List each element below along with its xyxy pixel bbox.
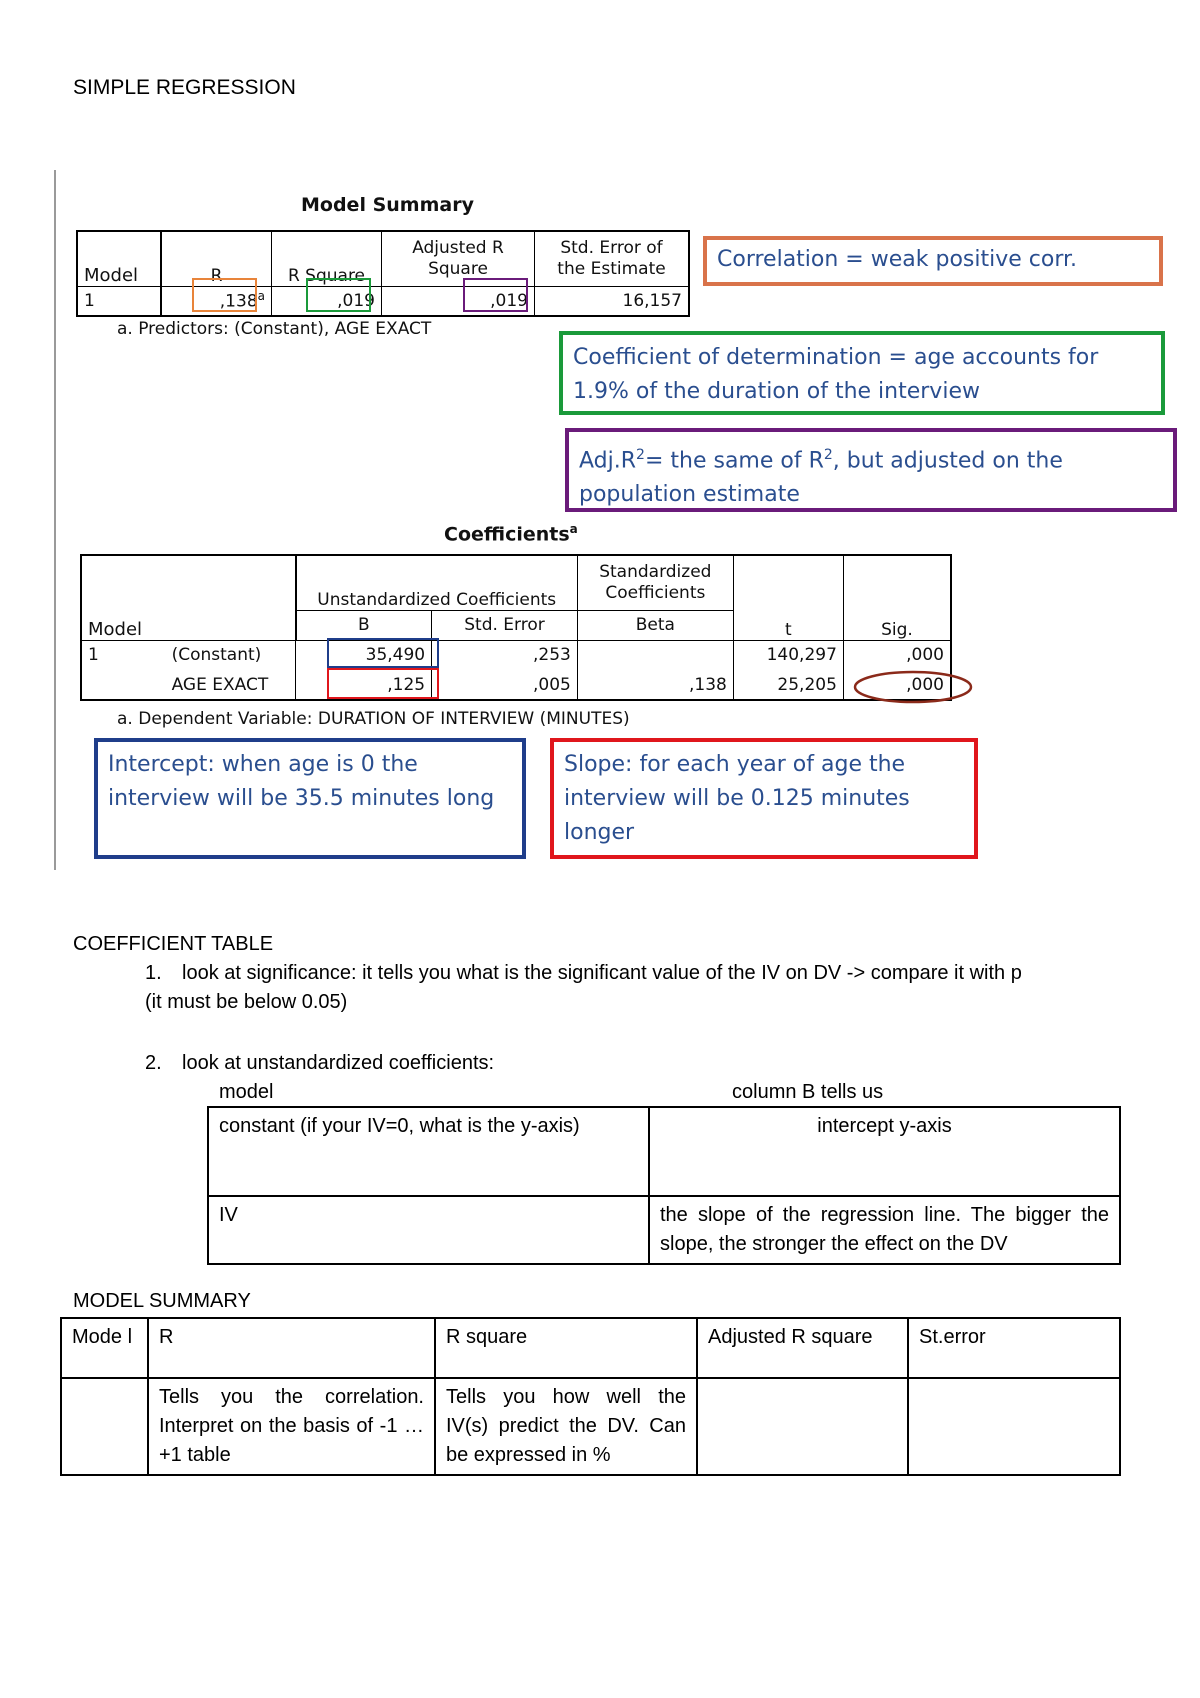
- model-summary-title: Model Summary: [301, 194, 474, 216]
- coef-row1-beta: [577, 640, 733, 670]
- coef-header-standardized-line1: Standardized: [599, 561, 712, 582]
- coefficient-explanation-table: [207, 1106, 1121, 1265]
- coef-row2-beta: ,138: [577, 670, 733, 700]
- model-summary-explanation-table: [60, 1317, 1121, 1476]
- coef-row2-b: ,125: [296, 670, 432, 700]
- correlation-callout: Correlation = weak positive corr.: [703, 236, 1163, 286]
- adj-r2-sup-1: 2: [636, 447, 645, 463]
- coef-header-beta: Beta: [577, 610, 733, 640]
- coef-row2-label: AGE EXACT: [166, 670, 296, 700]
- coef-row1-sig: ,000: [843, 640, 951, 670]
- header-adjusted-r-line2: Square: [428, 258, 488, 279]
- sig-highlight-ellipse: [850, 667, 980, 707]
- determination-line1: Coefficient of determination = age accounts for: [573, 345, 1099, 370]
- coefficients-title-footnote: a: [569, 522, 578, 536]
- slope-cell: the slope of the regression line. The bigger the slope, the stronger the effect on the DV: [649, 1196, 1120, 1264]
- slope-callout: Slope: for each year of age the interview will be 0.125 minutes longer: [550, 738, 978, 859]
- item1-number: 1.: [145, 962, 162, 984]
- coefficients-table: [80, 554, 952, 701]
- adj-r-square-highlight-box: [463, 278, 528, 312]
- item1-text: look at significance: it tells you what is the significant value of the IV on DV -> compare it with p: [182, 962, 1022, 984]
- coefficient-table-heading: COEFFICIENT TABLE: [73, 933, 274, 955]
- value-r-square: ,019: [272, 286, 382, 316]
- coef-row1-label: (Constant): [166, 640, 296, 670]
- adj-r2-mid: = the same of R: [644, 448, 824, 474]
- header-r-square: R Square: [272, 231, 382, 286]
- document-title: SIMPLE REGRESSION: [73, 76, 296, 99]
- b-constant-highlight-box: [327, 638, 439, 668]
- r-square-highlight-box: [306, 278, 371, 312]
- item2-number: 2.: [145, 1052, 162, 1074]
- ms-header-adjusted: Adjusted R square: [697, 1318, 908, 1378]
- coef-header-t: t: [733, 555, 843, 640]
- ms-cell-r-square: Tells you how well the IV(s) predict the DV. Can be expressed in %: [435, 1378, 697, 1475]
- header-std-error: [535, 231, 690, 286]
- col-b-label: column B tells us: [732, 1081, 884, 1103]
- header-model: Model: [77, 231, 161, 286]
- coef-row1-model: 1: [81, 640, 166, 670]
- model-summary-footnote: a. Predictors: (Constant), AGE EXACT: [117, 319, 432, 339]
- header-r: R: [161, 231, 272, 286]
- coef-row2-model: [81, 670, 166, 700]
- coef-header-sig: Sig.: [843, 555, 951, 640]
- coefficients-title: [444, 522, 578, 545]
- coef-row2-sig: ,000: [843, 670, 951, 700]
- constant-cell: constant (if your IV=0, what is the y-axis): [208, 1107, 649, 1196]
- screenshot-left-border: [54, 170, 56, 870]
- model-summary-table: [76, 230, 690, 317]
- ms-header-model: Mode l: [61, 1318, 148, 1378]
- value-r-text: ,138: [219, 292, 258, 313]
- coef-row1-b: 35,490: [296, 640, 432, 670]
- ms-cell-st-error: [908, 1378, 1120, 1475]
- model-summary-heading: MODEL SUMMARY: [73, 1290, 251, 1312]
- determination-line2: 1.9% of the duration of the interview: [573, 379, 980, 404]
- adjusted-r2-line1: [579, 438, 1163, 478]
- header-adjusted-r-line1: Adjusted R: [412, 237, 504, 258]
- coef-header-b: B: [296, 610, 432, 640]
- coef-row2-std-error: ,005: [432, 670, 578, 700]
- ms-cell-r: Tells you the correlation. Interpret on the basis of -1 … +1 table: [148, 1378, 435, 1475]
- adj-r2-sup-2: 2: [823, 447, 833, 463]
- coef-header-std-error: Std. Error: [432, 610, 578, 640]
- adj-r2-prefix: Adj.R: [579, 448, 637, 474]
- header-std-error-line2: the Estimate: [557, 258, 666, 279]
- ms-header-r: R: [148, 1318, 435, 1378]
- value-std-error: 16,157: [535, 286, 690, 316]
- r-highlight-box: [192, 278, 257, 312]
- coef-row1-t: 140,297: [733, 640, 843, 670]
- intercept-cell: intercept y-axis: [649, 1107, 1120, 1196]
- ms-header-st-error: St.error: [908, 1318, 1120, 1378]
- coef-row2-t: 25,205: [733, 670, 843, 700]
- adjusted-r2-line2: population estimate: [579, 482, 800, 508]
- row-model: 1: [77, 286, 161, 316]
- value-r-footnote: a: [257, 289, 265, 304]
- adjusted-r2-callout: [565, 428, 1177, 512]
- coef-header-model: Model: [81, 555, 296, 640]
- item2-text: look at unstandardized coefficients:: [182, 1052, 495, 1074]
- adj-r2-suffix: , but adjusted on the: [832, 448, 1063, 474]
- coef-header-standardized-line2: Coefficients: [605, 582, 706, 603]
- ms-header-r-square: R square: [435, 1318, 697, 1378]
- ms-cell-model: [61, 1378, 148, 1475]
- col-model-label: model: [219, 1081, 274, 1103]
- header-std-error-line1: Std. Error of: [560, 237, 663, 258]
- iv-cell: IV: [208, 1196, 649, 1264]
- coefficients-title-text: Coefficients: [444, 523, 570, 546]
- determination-callout: [559, 331, 1165, 415]
- intercept-callout: Intercept: when age is 0 the interview will be 35.5 minutes long: [94, 738, 526, 859]
- coef-header-unstandardized: Unstandardized Coefficients: [296, 555, 578, 610]
- ms-cell-adjusted: [697, 1378, 908, 1475]
- coefficients-footnote: a. Dependent Variable: DURATION OF INTERVIEW (MINUTES): [117, 709, 630, 729]
- b-slope-highlight-box: [327, 668, 439, 699]
- item1-text-line2: (it must be below 0.05): [145, 991, 348, 1013]
- coef-header-standardized: [577, 555, 733, 610]
- value-adjusted-r-square: ,019: [382, 286, 535, 316]
- coef-row1-std-error: ,253: [432, 640, 578, 670]
